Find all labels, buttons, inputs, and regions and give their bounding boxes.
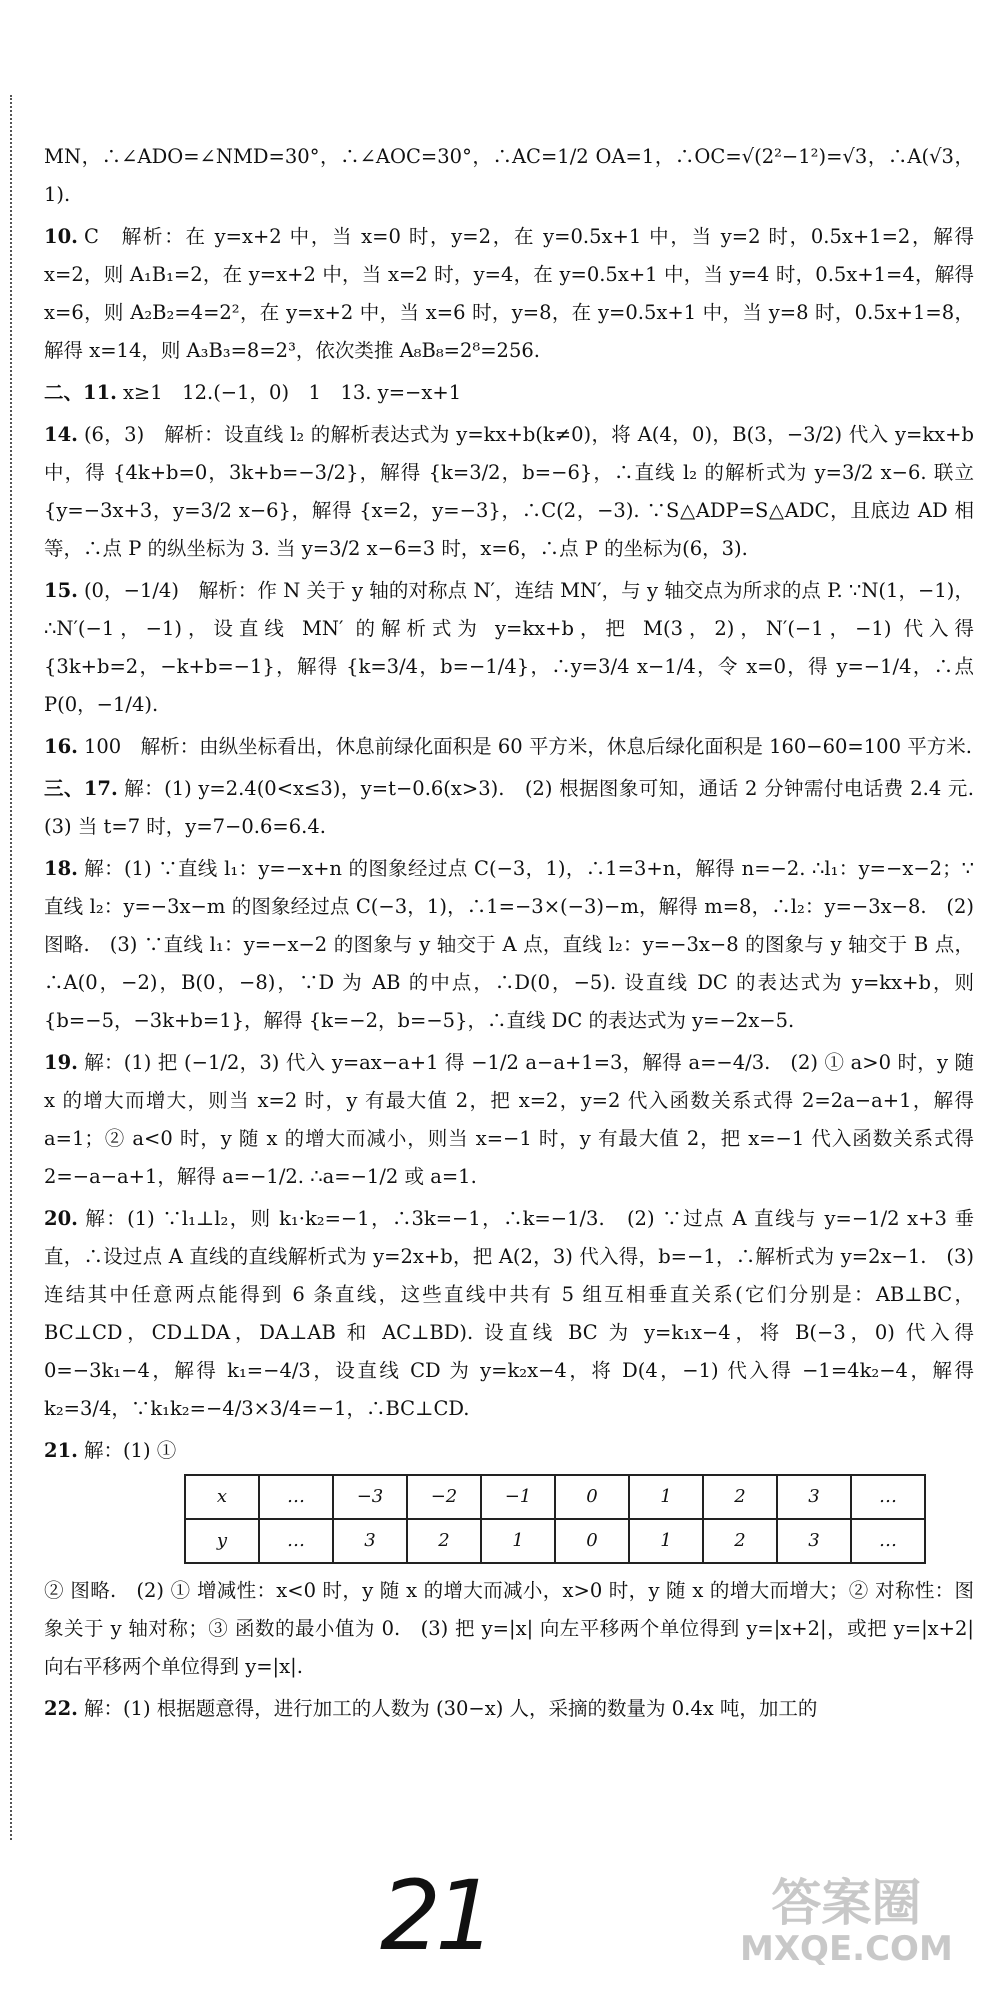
watermark-logo — [740, 1874, 953, 1972]
table-cell: 1 — [629, 1519, 703, 1563]
answer-21: 21. 解：(1) ① — [44, 1439, 177, 1462]
answer-18: 18. 解：(1) ∵直线 l₁：y=−x+n 的图象经过点 C(−3，1)，∴1=3+n，解得 n=−2. ∴l₁：y=−x−2；∵直线 l₂：y=−3x−m 的图象经过点 C(−3，1)，∴1=−3×(−3)−m，解得 m=8，∴l₂：y=−3x−8. (2) 图略. (3) ∵直线 l₁：y=−x−2 的图象与 y 轴交于 A 点，直线 l₂：y=−3x−8 的图象与 y 轴交于 B 点，∴A(0，−2)，B(0，−8)，∵D 为 AB 的中点，∴D(0，−5). 设直线 DC 的表达式为 y=kx+b，则 {b=−5，−3k+b=1}，解得 {k=−2，b=−5}，∴直线 DC 的表达式为 y=−2x−5. — [44, 857, 974, 1032]
answer-16: 16. 100 解析：由纵坐标看出，休息前绿化面积是 60 平方米，休息后绿化面积是 160−60=100 平方米. — [44, 735, 972, 758]
binding-margin-line — [10, 95, 12, 1840]
table-cell: 2 — [703, 1519, 777, 1563]
answers-11-13: 二、11. x≥1 12.(−1，0) 1 13. y=−x+1 — [44, 381, 462, 404]
table-cell: 1 — [629, 1475, 703, 1519]
table-cell: 1 — [481, 1519, 555, 1563]
answer-17: 三、17. 解：(1) y=2.4(0<x≤3)，y=t−0.6(x>3). (2) 根据图象可知，通话 2 分钟需付电话费 2.4 元. (3) 当 t=7 时，y=7−0.6=6.4. — [44, 777, 994, 838]
table-cell: 3 — [777, 1475, 851, 1519]
answer-19: 19. 解：(1) 把 (−1/2，3) 代入 y=ax−a+1 得 −1/2 a−a+1=3，解得 a=−4/3. (2) ① a>0 时，y 随 x 的增大而增大，则当 x=2 时，y 有最大值 2，把 x=2，y=2 代入函数关系式得 2=2a−a+1，解得 a=1；② a<0 时，y 随 x 的增大而减小，则当 x=−1 时，y 有最大值 2，把 x=−1 代入函数关系式得 2=−a−a+1，解得 a=−1/2. ∴a=−1/2 或 a=1. — [44, 1051, 974, 1188]
table-cell: 0 — [555, 1475, 629, 1519]
answer-content — [44, 138, 994, 1732]
table-cell: … — [851, 1475, 925, 1519]
answer-15: 15. (0，−1/4) 解析：作 N 关于 y 轴的对称点 N′，连结 MN′，与 y 轴交点为所求的点 P. ∵N(1，−1)，∴N′(−1，−1)，设直线 MN′ 的解析式为 y=kx+b，把 M(3，2)，N′(−1，−1) 代入得 {3k+b=2，−k+b=−1}，解得 {k=3/4，b=−1/4}，∴y=3/4 x−1/4，令 x=0，得 y=−1/4，∴点 P(0，−1/4). — [44, 579, 974, 716]
table-row-x — [185, 1475, 925, 1519]
answer-14: 14. (6，3) 解析：设直线 l₂ 的解析表达式为 y=kx+b(k≠0)，将 A(4，0)，B(3，−3/2) 代入 y=kx+b 中，得 {4k+b=0，3k+b=−3/2}，解得 {k=3/2，b=−6}，∴直线 l₂ 的解析式为 y=3/2 x−6. 联立 {y=−3x+3，y=3/2 x−6}，解得 {x=2，y=−3}，∴C(2，−3). ∵S△ADP=S△ADC，且底边 AD 相等，∴点 P 的纵坐标为 3. 当 y=3/2 x−6=3 时，x=6，∴点 P 的坐标为(6，3). — [44, 423, 974, 560]
table-cell: y — [185, 1519, 259, 1563]
table-cell: 0 — [555, 1519, 629, 1563]
page-number: 21 — [380, 1860, 491, 1972]
table-cell: … — [259, 1475, 333, 1519]
answer-21-continued: ② 图略. (2) ① 增减性：x<0 时，y 随 x 的增大而减小，x>0 时，y 随 x 的增大而增大；② 对称性：图象关于 y 轴对称；③ 函数的最小值为 0. (3) 把 y=|x| 向左平移两个单位得到 y=|x+2|，或把 y=|x+2| 向右平移两个单位得到 y=|x|. — [44, 1579, 974, 1678]
watermark-url: MXQE.COM — [740, 1929, 953, 1969]
value-table — [184, 1474, 926, 1564]
table-cell: −1 — [481, 1475, 555, 1519]
table-cell: 2 — [407, 1519, 481, 1563]
table-row-y — [185, 1519, 925, 1563]
answer-22: 22. 解：(1) 根据题意得，进行加工的人数为 (30−x) 人，采摘的数量为 0.4x 吨，加工的 — [44, 1697, 818, 1720]
table-cell: x — [185, 1475, 259, 1519]
table-cell: 3 — [333, 1519, 407, 1563]
paragraph-continued: MN，∴∠ADO=∠NMD=30°，∴∠AOC=30°，∴AC=1/2 OA=1，∴OC=√(2²−1²)=√3，∴A(√3，1). — [44, 145, 974, 206]
answer-20: 20. 解：(1) ∵l₁⊥l₂，则 k₁·k₂=−1，∴3k=−1，∴k=−1/3. (2) ∵过点 A 直线与 y=−1/2 x+3 垂直，∴设过点 A 直线的直线解析式为 y=2x+b，把 A(2，3) 代入得，b=−1，∴解析式为 y=2x−1. (3) 连结其中任意两点能得到 6 条直线，这些直线中共有 5 组互相垂直关系(它们分别是：AB⊥BC，BC⊥CD，CD⊥DA，DA⊥AB 和 AC⊥BD). 设直线 BC 为 y=k₁x−4，将 B(−3，0) 代入得 0=−3k₁−4，解得 k₁=−4/3，设直线 CD 为 y=k₂x−4，将 D(4，−1) 代入得 −1=4k₂−4，解得 k₂=3/4，∵k₁k₂=−4/3×3/4=−1，∴BC⊥CD. — [44, 1207, 974, 1420]
answer-10: 10. C 解析：在 y=x+2 中，当 x=0 时，y=2，在 y=0.5x+1 中，当 y=2 时，0.5x+1=2，解得 x=2，则 A₁B₁=2，在 y=x+2 中，当 x=2 时，y=4，在 y=0.5x+1 中，当 y=4 时，0.5x+1=4，解得 x=6，则 A₂B₂=4=2²，在 y=x+2 中，当 x=6 时，y=8，在 y=0.5x+1 中，当 y=8 时，0.5x+1=8，解得 x=14，则 A₃B₃=8=2³，依次类推 A₈B₈=2⁸=256. — [44, 225, 974, 362]
watermark-title: 答案圈 — [771, 1874, 922, 1932]
table-cell: … — [851, 1519, 925, 1563]
table-cell: 3 — [777, 1519, 851, 1563]
table-cell: … — [259, 1519, 333, 1563]
table-cell: −3 — [333, 1475, 407, 1519]
table-cell: −2 — [407, 1475, 481, 1519]
table-cell: 2 — [703, 1475, 777, 1519]
